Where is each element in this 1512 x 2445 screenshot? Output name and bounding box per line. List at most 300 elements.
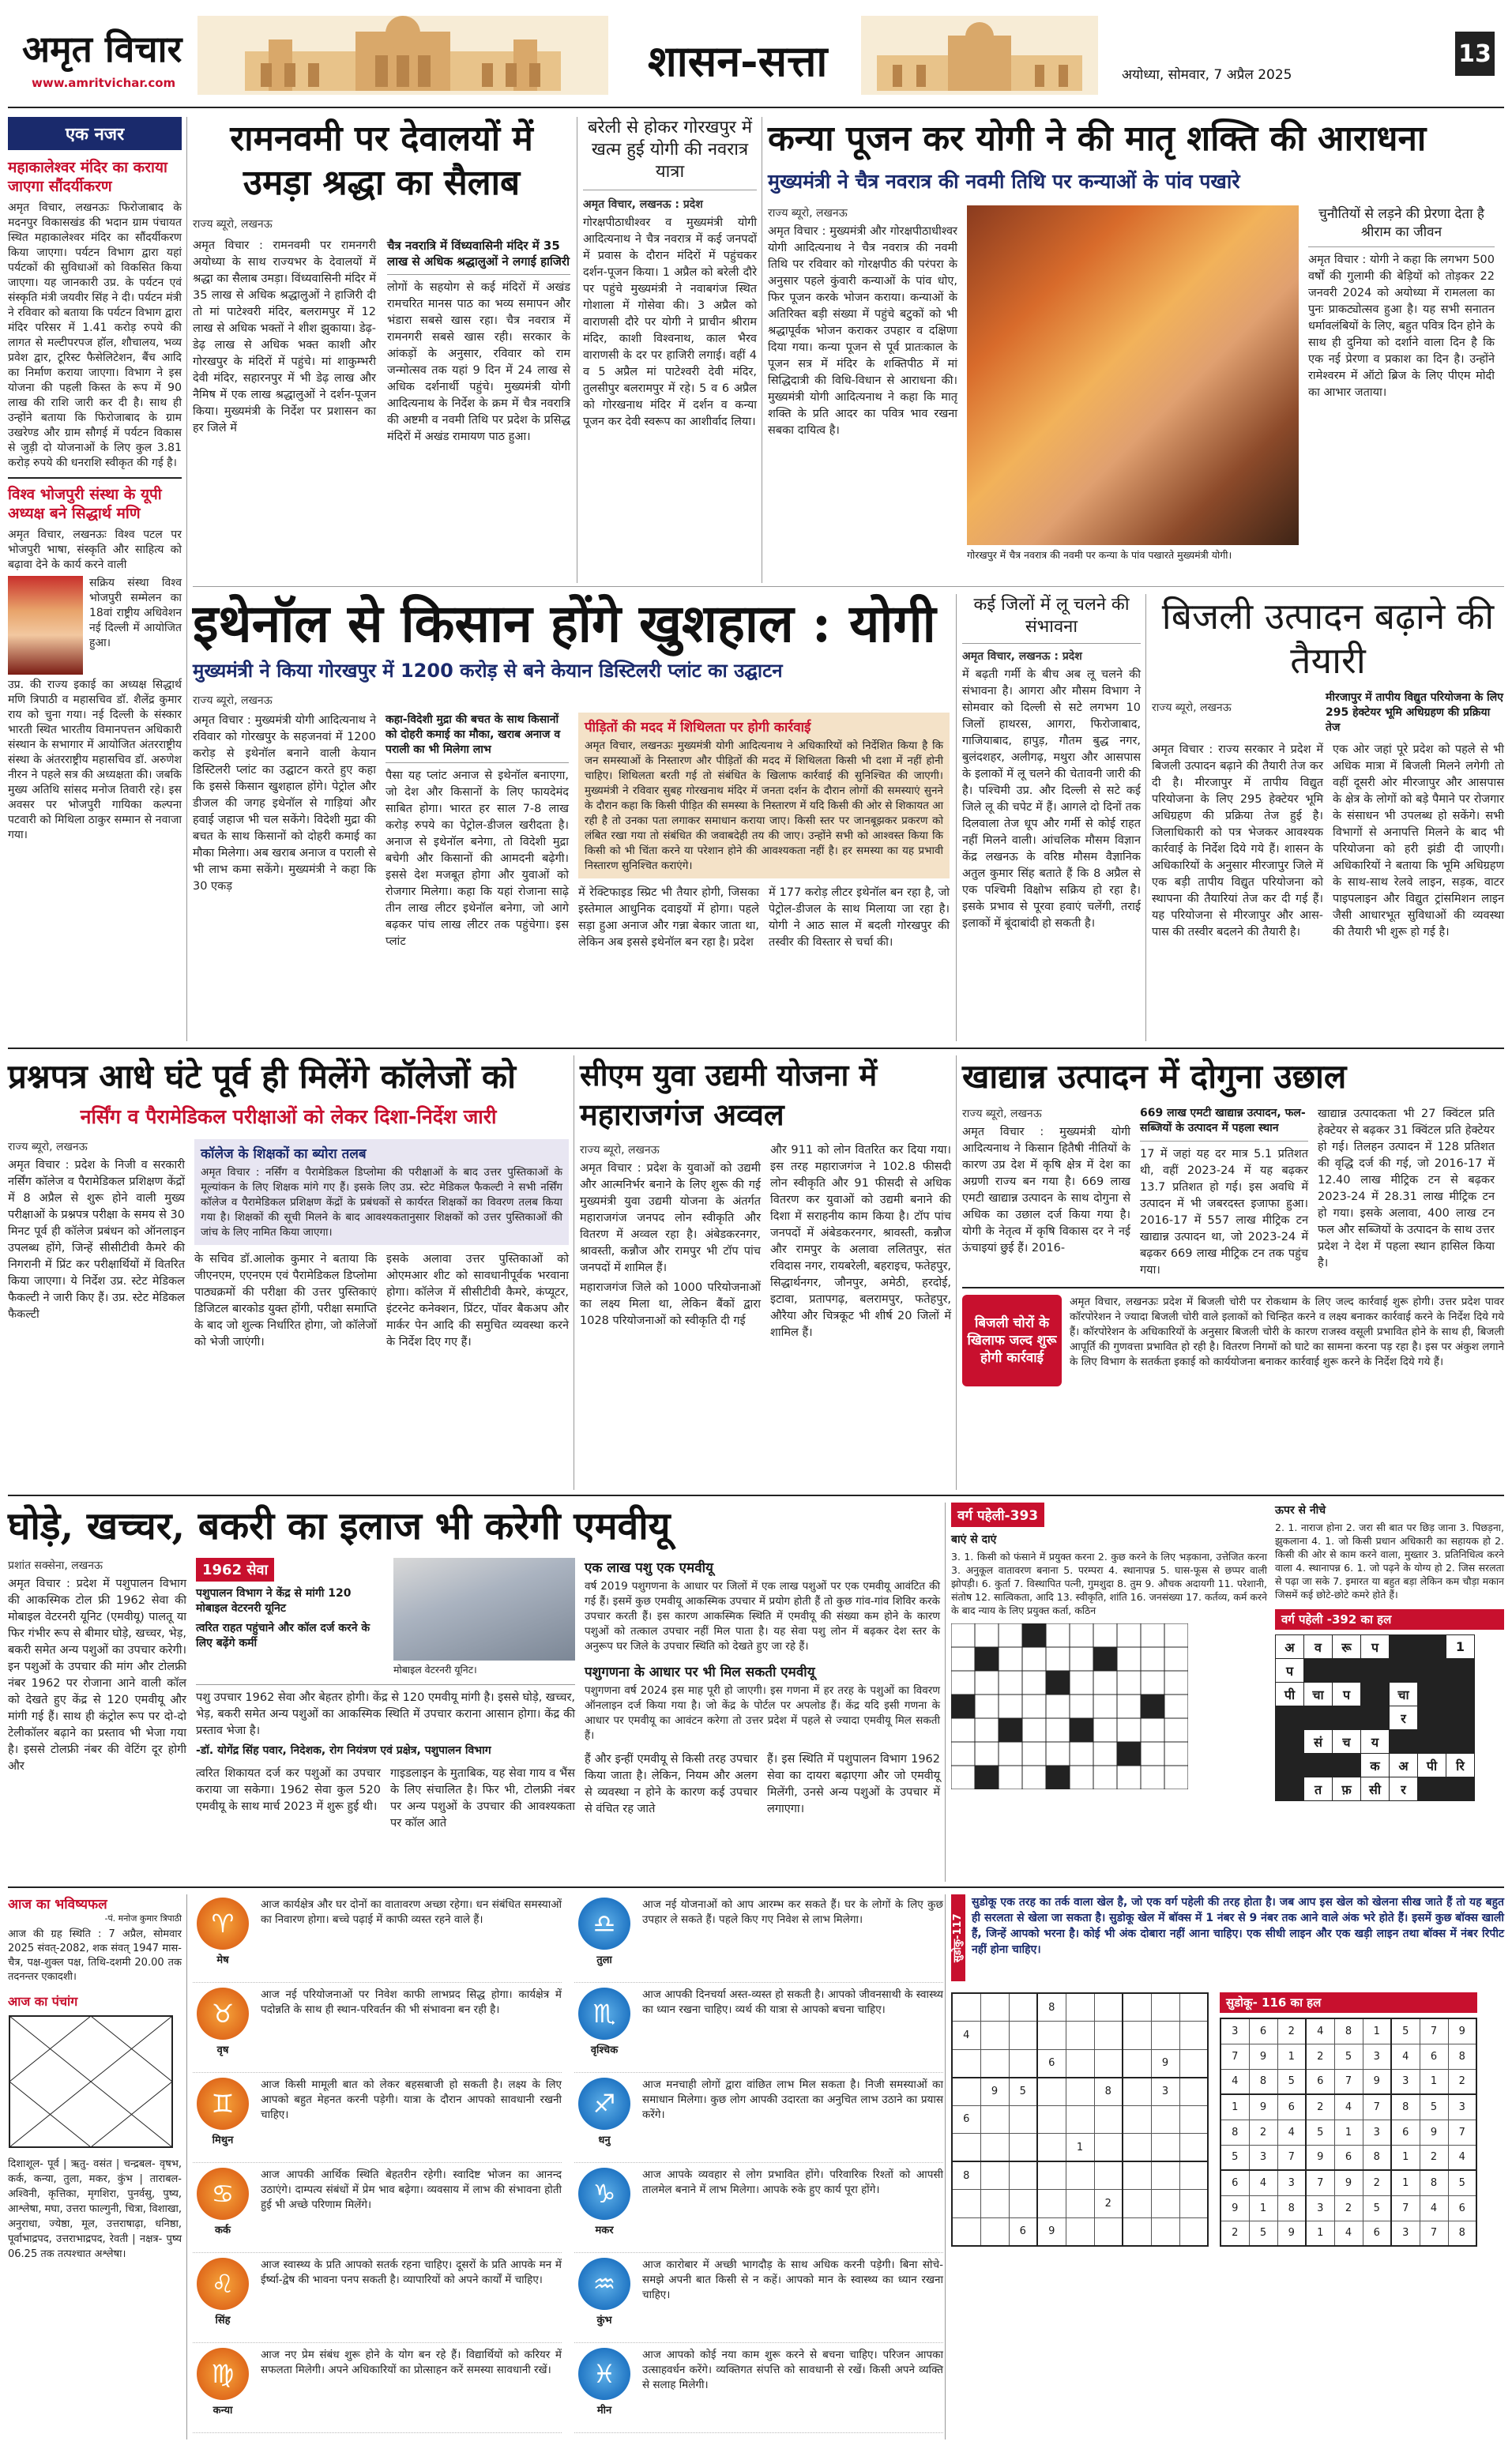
crossword-cell xyxy=(1022,1623,1046,1647)
mvu-quote: पशु उपचार 1962 सेवा और बेहतर होगी। केंद्र से 120 एमवीयू मांगी है। इससे घोड़े, खच्चर, भेड़, बकरी समेत अन्य पशुओं का आकस्मिक स्थिति में उपचार कराना आसान होगा। केंद्र की प्रस्ताव भेजा है। xyxy=(196,1691,575,1737)
grid-cell[interactable] xyxy=(952,2078,980,2106)
crossword-cell[interactable] xyxy=(1093,1695,1117,1718)
zodiac-prediction: आज आपके व्यवहार से लोग प्रभावित होंगे। परिवारिक रिश्तों को आपसी तालमेल बनाने में लाभ मिलेगा। आपके रुके हुए कार्य पूरा होंगे। xyxy=(642,2169,943,2196)
prashnapatra-byline: राज्य ब्यूरो, लखनऊ xyxy=(8,1141,88,1153)
crossword-cell[interactable] xyxy=(1141,1647,1164,1671)
crossword-cell[interactable] xyxy=(975,1671,999,1695)
zodiac-icon: ♉ xyxy=(197,1988,249,2040)
kanya-pujan-photo xyxy=(967,205,1299,545)
mvu-side2-body: पशुगणना वर्ष 2024 इस माह पूरी हो जाएगी। इस गणना में हर तरह के पशुओं का विवरण ऑनलाइन दर्ज किया गया है। जो केंद्र के पोर्टल पर अपलोड हैं। केंद्र यदि इसी गणना के आधार पर एमवीयू का आवंटन करेगा तो उत्तर प्रदेश में पहले से ज्यादा एमवीयू मिल सकती हैं। xyxy=(585,1684,940,1742)
grid-cell: 2 xyxy=(1363,2170,1391,2195)
grid-cell[interactable] xyxy=(1009,2022,1037,2050)
rule-h4 xyxy=(8,1886,1504,1888)
grid-cell[interactable] xyxy=(1179,2105,1208,2134)
crossword-cell[interactable] xyxy=(1117,1623,1141,1647)
grid-cell[interactable] xyxy=(1179,2078,1208,2106)
crossword-cell[interactable] xyxy=(1093,1623,1117,1647)
grid-cell[interactable] xyxy=(1094,2049,1123,2078)
crossword-cell[interactable] xyxy=(1164,1623,1188,1647)
crossword-cell[interactable] xyxy=(951,1623,975,1647)
grid-cell[interactable] xyxy=(1179,2161,1208,2190)
crossword-cell[interactable] xyxy=(1164,1718,1188,1742)
grid-cell[interactable]: 3 xyxy=(1151,2078,1179,2106)
ethanol-body-3: में रेक्टिफाइड स्प्रिट भी तैयार होगी, जिसका इस्तेमाल आधुनिक दवाइयों में होगा। पहले सड़ा हुआ अनाज और गन्ना बेकार जाता था, लेकिन अब इससे इथेनॉल बन रहा है। प्रदेश xyxy=(578,886,759,949)
horoscope-intro: आज की ग्रह स्थिति : 7 अप्रैल, सोमवार 2025 संवत्-2082, शक संवत् 1947 मास-चैत्र, पक्ष-शुक्ल पक्ष, तिथि-दशमी 20.00 तक तदनन्तर एकादशी। xyxy=(8,1928,182,1983)
crossword-cell[interactable] xyxy=(1070,1623,1093,1647)
zodiac-prediction: आज किसी मामूली बात को लेकर बहसबाजी हो सकती है। लक्ष्य के लिए आपको बहुत मेहनत करनी पड़ेगी। यात्रा के दौरान आपको सावधानी रखनी चाहिए। xyxy=(261,2078,562,2121)
grid-cell[interactable] xyxy=(1094,1993,1123,2022)
crossword-cell[interactable] xyxy=(1022,1695,1046,1718)
grid-cell: 8 xyxy=(1249,2069,1277,2094)
horoscope-sign-row xyxy=(574,1894,943,1983)
prashnapatra-body-1: अमृत विचार : प्रदेश के निजी व सरकारी नर्सिंग कॉलेज व पैरामेडिकल प्रशिक्षण केंद्रों में 8 अप्रैल से शुरू होने वाली मुख्य परीक्षाओं के प्रश्नपत्र परीक्षा के समय से 30 मिनट पूर्व ही कॉलेज प्रबंधन को ऑनलाइन उपलब्ध होंगे, जिन्हें सीसीटीवी कैमरे की निगरानी में प्रिंट कर परीक्षार्थियों में वितरित किया जाएगा। ये निर्देश उप्र. स्टेट मेडिकल फैकल्टी ने जारी किए हैं। उप्र. स्टेट मेडिकल फैकल्टी xyxy=(8,1159,185,1321)
masthead-rule xyxy=(8,107,1504,108)
crossword-cell[interactable] xyxy=(1141,1718,1164,1742)
crossword-cell[interactable] xyxy=(1117,1766,1141,1789)
bareilly-body: गोरक्षपीठाधीश्वर व मुख्यमंत्री योगी आदित्यनाथ ने चैत्र नवरात्र में कई जनपदों में प्रवास के दौरान मंदिरों में पहुंचकर दर्शन-पूजन किया। 1 अप्रैल को बरेली दौरे पर पहुंचे मुख्यमंत्री ने नवाबगंज स्थित गोशाला में गोसेवा की। 3 अप्रैल को वाराणसी दौरे पर योगी ने प्राचीन श्रीराम मंदिर, काशी विश्वनाथ, काल भैरव वाराणसी के दर पर हाजिरी लगाई। वहीं 4 व 5 अप्रैल मां पाटेश्वरी देवी मंदिर, तुलसीपुर बलरामपुर में रहे। 5 व 6 अप्रैल को गोरखनाथ मंदिर में दर्शन व कन्या पूजन कर देवी स्वरूप का आशीर्वाद लिया। xyxy=(583,216,757,428)
zodiac-prediction: आज आपकी आर्थिक स्थिति बेहतरीन रहेगी। स्वादिष्ट भोजन का आनन्द उठाएंगे। दाम्पत्य संबंधों में प्रेम भाव बढ़ेगा। व्यवसाय में लाभ की संभावना होती हुई भी अच्छे परिणाम मिलेंगे। xyxy=(261,2169,562,2211)
grid-cell: 1 xyxy=(1277,2044,1306,2069)
grid-cell[interactable] xyxy=(980,2190,1009,2218)
horoscope-sign-row xyxy=(574,2074,943,2163)
grid-cell[interactable] xyxy=(980,2217,1009,2246)
zodiac-icon: ♍ xyxy=(197,2348,249,2400)
crossword-cell[interactable] xyxy=(1093,1742,1117,1766)
crossword-cell[interactable] xyxy=(1117,1671,1141,1695)
rule-h3 xyxy=(8,1495,1504,1496)
grid-cell[interactable] xyxy=(1066,2078,1094,2106)
mvu-side2-headline: पशुगणना के आधार पर भी मिल सकती एमवीयू xyxy=(585,1664,815,1680)
crossword-cell[interactable] xyxy=(1046,1718,1070,1742)
grid-cell: सं xyxy=(1304,1730,1333,1754)
crossword-cell[interactable] xyxy=(1046,1623,1070,1647)
cmyuva-story xyxy=(580,1055,951,1490)
khadyan-body-1: अमृत विचार : मुख्यमंत्री योगी आदित्यनाथ ने किसान हितैषी नीतियों के कारण उप्र देश में कृषि क्षेत्र में देश का अग्रणी राज्य बन गया है। 669 लाख एमटी खाद्यान्न उत्पादन के साथ दोगुना से अधिक का उछाल दर्ज किया गया है। योगी के नेतृत्व में कृषि विकास दर ने नई ऊंचाइयां छुई हैं। 2016- xyxy=(962,1126,1130,1254)
grid-row xyxy=(1276,1635,1475,1659)
grid-row xyxy=(1221,2094,1476,2120)
crossword-cell[interactable] xyxy=(975,1718,999,1742)
crossword-cell[interactable] xyxy=(1164,1742,1188,1766)
grid-cell[interactable] xyxy=(1179,2217,1208,2246)
horoscope-sign-row xyxy=(574,2345,943,2433)
grid-cell: प xyxy=(1361,1635,1390,1659)
grid-cell[interactable] xyxy=(980,2134,1009,2162)
panchang-text: दिशाशूल- पूर्व | ऋतु- वसंत | चन्द्रबल- वृषभ, कर्क, कन्या, तुला, मकर, कुंभ | ताराबल- अश्विनी, कृत्तिका, मृगशिरा, पुनर्वसु, पुष्य, आश्लेषा, मघा, उत्तरा फाल्गुनी, चित्रा, विशाखा, अनुराधा, ज्येष्ठा, मूल, उत्तराषाढ़ा, धनिष्ठा, पूर्वाभाद्रपद, उत्तराभाद्रपद, रेवती | नक्षत्र- पुष्य 06.25 तक तत्पश्चात अश्लेषा। xyxy=(8,2158,182,2260)
grid-cell[interactable] xyxy=(1151,2217,1179,2246)
grid-cell: 4 xyxy=(1306,2018,1334,2044)
rule-h1 xyxy=(193,586,1504,587)
grid-cell: रू xyxy=(1333,1635,1361,1659)
grid-cell: 6 xyxy=(1391,2120,1420,2145)
ethanol-byline: राज्य ब्यूरो, लखनऊ xyxy=(193,694,273,707)
grid-cell[interactable]: 8 xyxy=(952,2161,980,2190)
mvu-seva-point-1: पशुपालन विभाग ने केंद्र से मांगी 120 मोबाइल वेटरनरी यूनिट xyxy=(196,1587,352,1615)
grid-cell xyxy=(1446,1683,1475,1706)
mvu-body-1: अमृत विचार : प्रदेश में पशुपालन विभाग की आकस्मिक टोल फ्री 1962 सेवा की मोबाइल वेटरनरी यूनिट (एमवीयू) पालतू या फिर गंभीर रूप से बीमार घोड़े, खच्चर, भेड़, बकरी समेत अन्य पशुओं का उपचार करेगी। इन पशुओं के उपचार की मांग और टोलफ्री नंबर 1962 पर रोजाना आने वाली कॉल को देखते हुए केंद्र से 120 एमवीयू और मांगी गई हैं। साथ ही कंट्रोल रूप पर दो-दो टेलीकॉलर बढ़ाने का प्रस्ताव भी भेजा गया है। इससे टोलफ्री नंबर की वेटिंग दूर होगी और xyxy=(8,1578,186,1773)
grid-cell[interactable] xyxy=(952,2217,980,2246)
prashnapatra-subhead: नर्सिंग व पैरामेडिकल परीक्षाओं को लेकर दिशा-निर्देश जारी xyxy=(80,1105,497,1128)
crossword-cell[interactable] xyxy=(1022,1766,1046,1789)
rule-v10 xyxy=(945,1894,946,2439)
grid-cell: रि xyxy=(1446,1754,1475,1777)
grid-cell[interactable] xyxy=(1094,2161,1123,2190)
grid-cell[interactable]: 2 xyxy=(1094,2190,1123,2218)
grid-cell[interactable]: 9 xyxy=(1037,2217,1066,2246)
ramnavami-story xyxy=(193,117,570,583)
grid-cell: 5 xyxy=(1277,2069,1306,2094)
crossword-cell[interactable] xyxy=(1164,1647,1188,1671)
grid-cell[interactable] xyxy=(1037,2078,1066,2106)
crossword-cell[interactable] xyxy=(1093,1718,1117,1742)
rule-v7 xyxy=(956,1055,957,1490)
sudoku-label xyxy=(951,1894,965,1981)
grid-cell[interactable] xyxy=(1179,2134,1208,2162)
grid-row xyxy=(1276,1754,1475,1777)
rule-v4 xyxy=(956,594,957,1041)
grid-cell[interactable] xyxy=(1151,2105,1179,2134)
crossword-cell[interactable] xyxy=(1022,1742,1046,1766)
grid-cell[interactable]: 6 xyxy=(1009,2217,1037,2246)
crossword-cell[interactable] xyxy=(1141,1671,1164,1695)
grid-cell[interactable] xyxy=(1094,2022,1123,2050)
masthead-section: शासन-सत्ता xyxy=(648,36,828,86)
zodiac-prediction: आज आपकी दिनचर्या अस्त-व्यस्त हो सकती है। आपको जीवनसाथी के स्वास्थ्य का ध्यान रखना चाहिए। व्यर्थ की यात्रा से आपको बचना चाहिए। xyxy=(642,1988,943,2016)
grid-cell[interactable] xyxy=(1094,2105,1123,2134)
crossword-cell[interactable] xyxy=(1164,1695,1188,1718)
crossword-cell[interactable] xyxy=(1141,1766,1164,1789)
khadyan-byline: राज्य ब्यूरो, लखनऊ xyxy=(962,1108,1042,1120)
grid-cell: 5 xyxy=(1420,2094,1448,2120)
grid-cell[interactable] xyxy=(1123,2190,1151,2218)
grid-cell[interactable]: 5 xyxy=(1009,2078,1037,2106)
grid-cell[interactable] xyxy=(1123,2217,1151,2246)
grid-cell: 7 xyxy=(1334,2069,1363,2094)
grid-cell: 9 xyxy=(1249,2094,1277,2120)
grid-cell: 5 xyxy=(1221,2145,1249,2170)
mvu-side1-body: वर्ष 2019 पशुगणना के आधार पर जिलों में एक लाख पशुओं पर एक एमवीयू आवंटित की गई हैं। इसमें कुछ एमवीयू आकस्मिक उपचार में प्रयोग होती हैं तो कुछ गांव-गांव शिविर करके उपचार करती हैं। इस कारण आकस्मिक स्थिति में एमवीयू की संख्या कम होने के कारण पशुओं को तत्काल उपचार नहीं मिल पाता है। यह सेवा पशु लोन में बढ़कर देश स्तर के अनुरूप घर जिले के उपचार स्थिति को देखते हुए जा रहे हैं। xyxy=(585,1580,940,1653)
grid-row xyxy=(952,2134,1208,2162)
grid-cell: 8 xyxy=(1391,2094,1420,2120)
grid-cell[interactable] xyxy=(1123,1993,1151,2022)
grid-cell[interactable] xyxy=(1066,2049,1094,2078)
grid-cell: र xyxy=(1390,1706,1418,1730)
zodiac-prediction: आज कारोबार में अच्छी भागदौड़ के साथ अधिक करनी पड़ेगी। बिना सोचे-समझे अपनी बात किसी से न कहें। आपको मान के स्वास्थ्य का ध्यान रखना चाहिए। xyxy=(642,2259,943,2301)
grid-cell[interactable] xyxy=(1066,2022,1094,2050)
crossword-cell[interactable] xyxy=(1022,1671,1046,1695)
crossword-cell[interactable] xyxy=(1141,1742,1164,1766)
ethanol-story xyxy=(193,594,951,1041)
masthead-website: www.amritvichar.com xyxy=(32,76,176,90)
grid-cell[interactable]: 8 xyxy=(1037,1993,1066,2022)
crossword-cell[interactable] xyxy=(999,1742,1022,1766)
crossword-cell[interactable] xyxy=(1093,1766,1117,1789)
grid-cell[interactable] xyxy=(952,2190,980,2218)
bareilly-story xyxy=(583,117,757,583)
crossword-cell[interactable] xyxy=(951,1742,975,1766)
zodiac-name: मीन xyxy=(596,2405,612,2417)
grid-cell xyxy=(1333,1706,1361,1730)
grid-cell[interactable] xyxy=(980,1993,1009,2022)
grid-cell: प xyxy=(1276,1659,1304,1683)
grid-cell: 4 xyxy=(1249,2170,1277,2195)
grid-cell xyxy=(1361,1706,1390,1730)
grid-row xyxy=(1221,2069,1476,2094)
horoscope-signs xyxy=(193,1894,943,2439)
mvu-body-4: हैं और इन्हीं एमवीयू से किसी तरह उपचार किया जाता है। लेकिन, नियम और अलग से व्यवस्था न होने के कारण कई उपचार से वंचित रह जाते xyxy=(585,1753,758,1815)
mvu-story xyxy=(8,1503,940,1882)
grid-cell xyxy=(1361,1683,1390,1706)
sudoku-answer-title: सुडोकू- 116 का हल xyxy=(1220,1992,1477,2013)
grid-cell[interactable] xyxy=(1009,2134,1037,2162)
grid-cell: 8 xyxy=(1448,2044,1476,2069)
crossword-cell[interactable] xyxy=(999,1695,1022,1718)
crossword-cell xyxy=(1046,1671,1070,1695)
grid-cell[interactable] xyxy=(1123,2022,1151,2050)
mvu-side1-headline: एक लाख पशु एक एमवीयू xyxy=(585,1560,713,1576)
grid-cell[interactable]: 6 xyxy=(952,2105,980,2134)
grid-cell: 7 xyxy=(1420,2018,1448,2044)
masthead xyxy=(0,0,1512,107)
grid-cell xyxy=(1276,1706,1304,1730)
grid-cell xyxy=(1333,1754,1361,1777)
crossword-cell[interactable] xyxy=(1117,1647,1141,1671)
grid-cell[interactable] xyxy=(1037,2190,1066,2218)
crossword-cell[interactable] xyxy=(1070,1671,1093,1695)
grid-cell[interactable] xyxy=(1179,2049,1208,2078)
crossword-cell[interactable] xyxy=(1022,1647,1046,1671)
khadyan-story xyxy=(962,1055,1504,1490)
zodiac-icon: ♒ xyxy=(578,2258,630,2310)
mvu-body-2: त्वरित शिकायत दर्ज कर पशुओं का उपचार कराया जा सकेगा। 1962 सेवा कुल 520 एमवीयू के साथ मार्च 2023 में शुरू हुई थी। xyxy=(196,1767,381,1813)
crossword-cell[interactable] xyxy=(951,1718,975,1742)
grid-cell[interactable]: 9 xyxy=(1151,2049,1179,2078)
grid-cell: 5 xyxy=(1448,2170,1476,2195)
grid-cell: 4 xyxy=(1277,2120,1306,2145)
crossword-cell[interactable] xyxy=(1070,1695,1093,1718)
crossword-cell[interactable] xyxy=(999,1647,1022,1671)
horoscope-sign-row xyxy=(193,2255,562,2343)
grid-cell[interactable] xyxy=(1009,1993,1037,2022)
grid-cell[interactable]: 6 xyxy=(1037,2049,1066,2078)
grid-cell[interactable] xyxy=(1123,2078,1151,2106)
grid-cell[interactable] xyxy=(1094,2217,1123,2246)
grid-cell xyxy=(1418,1659,1446,1683)
grid-cell: 4 xyxy=(1334,2221,1363,2246)
grid-cell[interactable] xyxy=(980,2105,1009,2134)
grid-cell[interactable] xyxy=(1009,2161,1037,2190)
grid-cell xyxy=(1333,1659,1361,1683)
sudoku-label-text: सुडोकु-117 xyxy=(952,1913,964,1962)
masthead-palace-art-right xyxy=(861,16,1098,95)
crossword-cell[interactable] xyxy=(1046,1742,1070,1766)
rule-v8 xyxy=(945,1503,946,1882)
crossword-cell[interactable] xyxy=(975,1695,999,1718)
grid-cell[interactable] xyxy=(1123,2134,1151,2162)
zodiac-icon: ♊ xyxy=(197,2078,249,2130)
zodiac-name: वृश्चिक xyxy=(590,2044,619,2056)
grid-cell[interactable] xyxy=(1066,1993,1094,2022)
crossword-cell[interactable] xyxy=(1046,1647,1070,1671)
grid-cell: 3 xyxy=(1391,2221,1420,2246)
sudoku-puzzle-grid[interactable] xyxy=(951,1992,1209,2247)
grid-row xyxy=(952,2022,1208,2050)
bijli-headline: बिजली उत्पादन बढ़ाने की तैयारी xyxy=(1161,595,1495,682)
grid-cell[interactable] xyxy=(1151,2161,1179,2190)
grid-cell[interactable] xyxy=(1037,2134,1066,2162)
sudoku-section xyxy=(951,1894,1504,2439)
grid-cell[interactable] xyxy=(1009,2105,1037,2134)
grid-cell[interactable] xyxy=(1123,2105,1151,2134)
grid-cell: 1 xyxy=(1420,2069,1448,2094)
grid-cell[interactable] xyxy=(1066,2190,1094,2218)
bijli-story xyxy=(1152,594,1504,1041)
zodiac-name: धनु xyxy=(598,2135,611,2146)
grid-row xyxy=(952,2078,1208,2106)
grid-cell[interactable] xyxy=(1179,2022,1208,2050)
grid-cell[interactable] xyxy=(1066,2161,1094,2190)
crossword-cell[interactable] xyxy=(951,1647,975,1671)
grid-cell[interactable] xyxy=(1179,2190,1208,2218)
crossword-cell[interactable] xyxy=(951,1766,975,1789)
crossword-cell[interactable] xyxy=(1164,1766,1188,1789)
grid-cell: 6 xyxy=(1363,2221,1391,2246)
grid-cell[interactable] xyxy=(952,1993,980,2022)
crossword-cell[interactable] xyxy=(1070,1766,1093,1789)
grid-cell: 2 xyxy=(1249,2120,1277,2145)
grid-cell[interactable] xyxy=(1066,2105,1094,2134)
crossword-title: वर्ग पहेली-393 xyxy=(951,1503,1044,1527)
crossword-cell[interactable] xyxy=(999,1623,1022,1647)
crossword-grid[interactable] xyxy=(951,1623,1267,1792)
crossword-clues-left: 3. 1. किसी को फंसाने में प्रयुक्त करना 2. कुछ करने के लिए भड़काना, उत्तेजित करना 3. अनुकूल वातावरण बनाना 5. परम्परा 4. स्थानापन्न 5. घास-फूस से छप्पर वाली झोपड़ी। 6. कुर्ता 7. विस्थापित पत्नी, गुमशुदा 8. तुम 9. औचक अदायगी 11. परेशानी, संतोष 12. सात्विकता, आदि 13. स्वीकृति, शांति 16. जनसंख्या 17. कर्तव्य, कर्म करने के बाद न्याय के लिए प्रयुक्त कर्ता, कठिन xyxy=(951,1551,1267,1616)
zodiac-name: कुंभ xyxy=(596,2315,612,2327)
grid-cell[interactable] xyxy=(1151,2190,1179,2218)
grid-cell[interactable] xyxy=(1123,2161,1151,2190)
horoscope-intro-column xyxy=(8,1894,182,2439)
grid-cell[interactable] xyxy=(1037,2161,1066,2190)
lu-kicker: कई जिलों में लू चलने की संभावना xyxy=(973,595,1130,637)
grid-cell: 2 xyxy=(1277,2018,1306,2044)
grid-cell[interactable] xyxy=(1037,2022,1066,2050)
grid-cell[interactable] xyxy=(952,2049,980,2078)
grid-cell[interactable] xyxy=(1179,1993,1208,2022)
horoscope-sign-row xyxy=(574,2255,943,2343)
crossword-cell[interactable] xyxy=(951,1671,975,1695)
mvu-headline: घोड़े, खच्चर, बकरी का इलाज भी करेगी एमवीयू xyxy=(8,1504,671,1548)
grid-cell: 2 xyxy=(1221,2221,1249,2246)
prashnapatra-body-3: इसके अलावा उत्तर पुस्तिकाओं को ओएमआर शीट को सावधानीपूर्वक भरवाना होगा। कॉलेज में सीसीटीवी कैमरे, कंप्यूटर, इंटरनेट कनेक्शन, प्रिंटर, पॉवर बैकअप और मार्कर पेन आदि की समुचित व्यवस्था करने के निर्देश दिए गए हैं। xyxy=(386,1253,569,1349)
grid-cell: 1 xyxy=(1249,2195,1277,2221)
grid-cell[interactable] xyxy=(980,2161,1009,2190)
zodiac-prediction: आज नए प्रेम संबंध शुरू होने के योग बन रहे हैं। विद्यार्थियों को करियर में सफलता मिलेगी। अपने अधिकारियों का प्रोत्साहन करें समस्या सावधानी रखें। xyxy=(261,2349,562,2376)
crossword-cell[interactable] xyxy=(1117,1695,1141,1718)
grid-cell: 5 xyxy=(1391,2018,1420,2044)
zodiac-name: वृष xyxy=(216,2044,229,2056)
crossword-cell[interactable] xyxy=(975,1623,999,1647)
grid-cell: 4 xyxy=(1221,2069,1249,2094)
grid-cell: 8 xyxy=(1334,2018,1363,2044)
crossword-cell[interactable] xyxy=(999,1766,1022,1789)
grid-cell xyxy=(1446,1730,1475,1754)
grid-cell xyxy=(1276,1730,1304,1754)
grid-cell: पी xyxy=(1276,1683,1304,1706)
grid-row xyxy=(1221,2120,1476,2145)
horoscope-sign-row xyxy=(193,1984,562,2073)
grid-cell: 6 xyxy=(1277,2094,1306,2120)
grid-cell xyxy=(1276,1754,1304,1777)
grid-cell: त xyxy=(1304,1777,1333,1801)
crossword-cell xyxy=(975,1766,999,1789)
crossword-cell[interactable] xyxy=(1117,1718,1141,1742)
grid-cell: पी xyxy=(1418,1754,1446,1777)
grid-cell: 9 xyxy=(1334,2170,1363,2195)
grid-cell[interactable]: 1 xyxy=(1066,2134,1094,2162)
crossword-cell[interactable] xyxy=(1093,1671,1117,1695)
bijli-body-1: अमृत विचार : राज्य सरकार ने प्रदेश में बिजली उत्पादन बढ़ाने की तैयारी तेज कर दी है। मीरजापुर में तापीय विद्युत परियोजना के लिए 295 हेक्टेयर भूमि अधिग्रहण की प्रक्रिया तेज हुई है। जिलाधिकारी को पत्र भेजकर आवश्यक कार्रवाई के निर्देश दिये गये हैं। शासन के अधिकारियों के अनुसार मीरजापुर जिले में एक बड़ी तापीय विद्युत परियोजना को स्थापना की तैयारियां तेज कर दी गई हैं। यह परियोजना से मीरजापुर और आस-पास की तस्वीर बदलने की तैयारी है। xyxy=(1152,743,1323,939)
grid-cell: 8 xyxy=(1448,2221,1476,2246)
grid-cell[interactable] xyxy=(952,2134,980,2162)
grid-cell xyxy=(1418,1706,1446,1730)
grid-cell[interactable] xyxy=(1151,2134,1179,2162)
grid-cell: 1 xyxy=(1446,1635,1475,1659)
mvu-body-3: गाइडलाइन के मुताबिक, यह सेवा गाय व भैंस के लिए संचालित है। फिर भी, टोलफ्री नंबर पर अन्य पशुओं के उपचार की आवश्यकता पर कॉल आते xyxy=(390,1767,575,1830)
grid-cell[interactable] xyxy=(1094,2134,1123,2162)
prashnapatra-story xyxy=(8,1055,569,1490)
grid-row xyxy=(1276,1659,1475,1683)
grid-cell[interactable]: 4 xyxy=(952,2022,980,2050)
grid-cell: 4 xyxy=(1391,2044,1420,2069)
grid-cell xyxy=(1418,1683,1446,1706)
crossword-cell[interactable] xyxy=(1022,1718,1046,1742)
horoscope-signs-left xyxy=(193,1894,562,2439)
horoscope-title: आज का भविष्यफल xyxy=(8,1897,107,1913)
grid-cell[interactable] xyxy=(1037,2105,1066,2134)
grid-cell[interactable] xyxy=(980,2022,1009,2050)
crossword-cell[interactable] xyxy=(1164,1671,1188,1695)
ek-nazar-column xyxy=(8,117,182,1041)
grid-cell[interactable] xyxy=(980,2049,1009,2078)
zodiac-prediction: आज नई परियोजनाओं पर निवेश काफी लाभप्रद सिद्ध होगा। कार्यक्षेत्र में पदोन्नति के साथ ही स्थान-परिवर्तन की भी संभावना बन रही है। xyxy=(261,1988,562,2016)
grid-cell[interactable]: 8 xyxy=(1094,2078,1123,2106)
crossword-cell[interactable] xyxy=(1070,1742,1093,1766)
crossword-cell[interactable] xyxy=(999,1671,1022,1695)
ramnavami-body-1: अमृत विचार : रामनवमी पर रामनगरी अयोध्या के साथ राज्यभर के देवालयों में श्रद्धा का सैलाब उमड़ा। विंध्यवासिनी मंदिर में 35 लाख से अधिक श्रद्धालुओं ने हाजिरी दी तो मां पाटेश्वरी मंदिर, बलरामपुर में 12 लाख से अधिक भक्तों ने शीश झुकाया। डेढ़-डेढ़ लाख से अधिक भक्त काशी और गोरखपुर के मंदिरों में पहुंचे। मां शाकुम्भरी देवी मंदिर, सहारनपुर में भी डेढ़ लाख और नैमिष में एक लाख श्रद्धालुओं ने दर्शन-पूजन किया। मुख्यमंत्री के निर्देश पर प्रशासन का हर जिले में xyxy=(193,239,376,434)
grid-cell: 5 xyxy=(1249,2221,1277,2246)
grid-cell: व xyxy=(1304,1635,1333,1659)
prashnapatra-box-headline: कॉलेज के शिक्षकों का ब्योरा तलब xyxy=(201,1146,367,1162)
grid-cell[interactable]: 9 xyxy=(980,2078,1009,2106)
kanya-photo-caption: गोरखपुर में चैत्र नवरात्र की नवमी पर कन्या के पांव पखारते मुख्यमंत्री योगी। xyxy=(967,549,1232,561)
grid-cell[interactable] xyxy=(1066,2217,1094,2246)
crossword-answer-grid xyxy=(1275,1634,1475,1801)
grid-cell[interactable] xyxy=(1151,1993,1179,2022)
crossword-cell[interactable] xyxy=(1141,1623,1164,1647)
crossword-cell[interactable] xyxy=(1070,1647,1093,1671)
grid-cell: 1 xyxy=(1391,2145,1420,2170)
sudoku-answer-grid xyxy=(1220,2018,1477,2247)
grid-cell[interactable] xyxy=(1123,2049,1151,2078)
masthead-logo: अमृत विचार xyxy=(22,28,182,70)
crossword-cell[interactable] xyxy=(975,1742,999,1766)
grid-cell: 3 xyxy=(1363,2120,1391,2145)
crossword-cell[interactable] xyxy=(1046,1695,1070,1718)
grid-cell[interactable] xyxy=(1009,2049,1037,2078)
mvu-seva-label: 1962 सेवा xyxy=(196,1558,274,1582)
grid-cell[interactable] xyxy=(1151,2022,1179,2050)
grid-cell[interactable] xyxy=(1009,2190,1037,2218)
ek-nazar-item2-body-a: अमृत विचार, लखनऊः विश्व पटल पर भोजपुरी भाषा, संस्कृति और साहित्य को बढ़ावा देने के कार्य करने वाली xyxy=(8,528,182,571)
grid-cell: 9 xyxy=(1420,2120,1448,2145)
